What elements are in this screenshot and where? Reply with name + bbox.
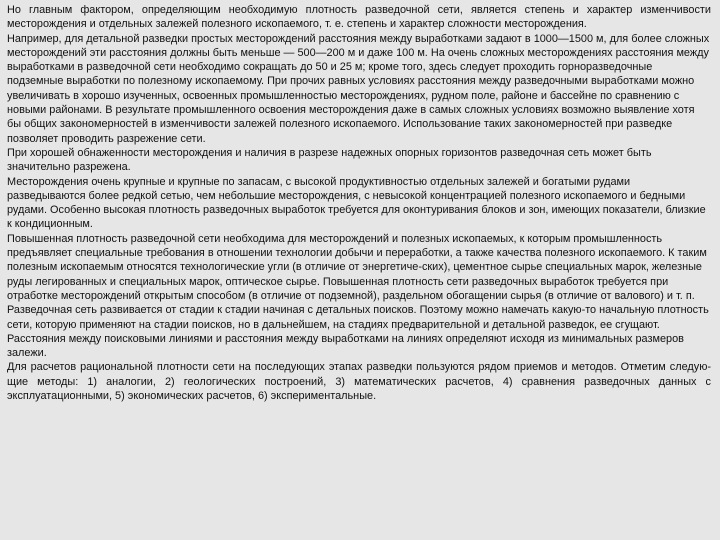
- paragraph-large-deposits: Месторождения очень крупные и крупные по запасам, с высокой продуктивностью отдельных залежей и богатыми рудами разведываются более редкой сетью, чем небольшие месторождения, с невысокой концентрацией полезного ископаемого и бедными рудами. Особенно высокая плотность разведочных выработок требуется для оконтуривания блоков и зон, имеющих показатели, близкие к кондиционным.: [7, 175, 706, 231]
- paragraph-main-factor: Но главным фактором, определяющим необходимую плотность разведочной сети, является степень и характер изменчивости месторождения и отдельных залежей полезного ископаемого, т. е. степень и характер сложности месторождения.: [7, 4, 711, 31]
- paragraph-good-exposure: При хорошей обнаженности месторождения и наличия в разрезе надежных опорных горизонтов разведочная сеть может быть значительно разрежена.: [7, 146, 652, 174]
- paragraph-detailed-exploration-distances: Например, для детальной разведки простых месторождений расстояния между выработками задают в 1000—1500 м, для более сложных месторождений эти расстояния должны быть меньше — 500—200 м и даже 100 м. На очень сложных месторождениях расстояния между выработками в разведочной сети необходимо сокращать до 50 и 25 м; кроме того, здесь следует проходить горноразведочные подземные выработки по полезному ископаемому. При прочих равных условиях расстояния между разведочными выработками можно увеличивать в хорошо изученных, освоенных промышленностью месторождениях, рудном поле, районе и бассейне по сравнению с новыми районами. В результате промышленного освоения месторождения даже в самых сложных условиях возможно выявление хотя бы общих закономерностей в изменчивости залежей полезного ископаемого. Использование таких закономерностей при разведке позволяет проводить разрежение сети.: [7, 32, 710, 145]
- document-page: [7, 3, 711, 403]
- paragraph-increased-density: Повышенная плотность разведочной сети необходима для месторождений и полезных ископаемых, к которым промышленность предъявляет специальные требования в отношении технологии добычи и переработки, а также качества полезного ископаемого. К таким полезным ископаемым относятся технологические угли (в отличие от энергетиче-ских), цементное сырье специальных марок, железные руды легированных и специальных марок, оптическое сырье. Повышенная плотность сети разведочных выработок требуется при отработке месторождений открытым способом (в отличие от подземной), раздельном обогащении сырья (в отличие от валового) и т. п.: [7, 232, 707, 302]
- paragraph-calculation-methods: Для расчетов рациональной плотности сети на последующих этапах разведки пользуются рядом приемов и методов. Отметим следую-щие методы: 1) аналогии, 2) геологических построений, 3) математических расчетов, 4) сравнения разведочных данных с эксплуатационными, 5) экономических расчетов, 6) экспериментальные.: [7, 361, 711, 403]
- paragraph-network-development: Разведочная сеть развивается от стадии к стадии начиная с детальных поисков. Поэтому можно намечать какую-то начальную плотность сети, которую применяют на стадии поисков, но в дальнейшем, на стадиях предварительной и детальной разведок, ее сгущают. Расстояния между поисковыми линиями и расстояния между выработками на линиях определяют исходя из минимальных размеров залежи.: [7, 304, 709, 360]
